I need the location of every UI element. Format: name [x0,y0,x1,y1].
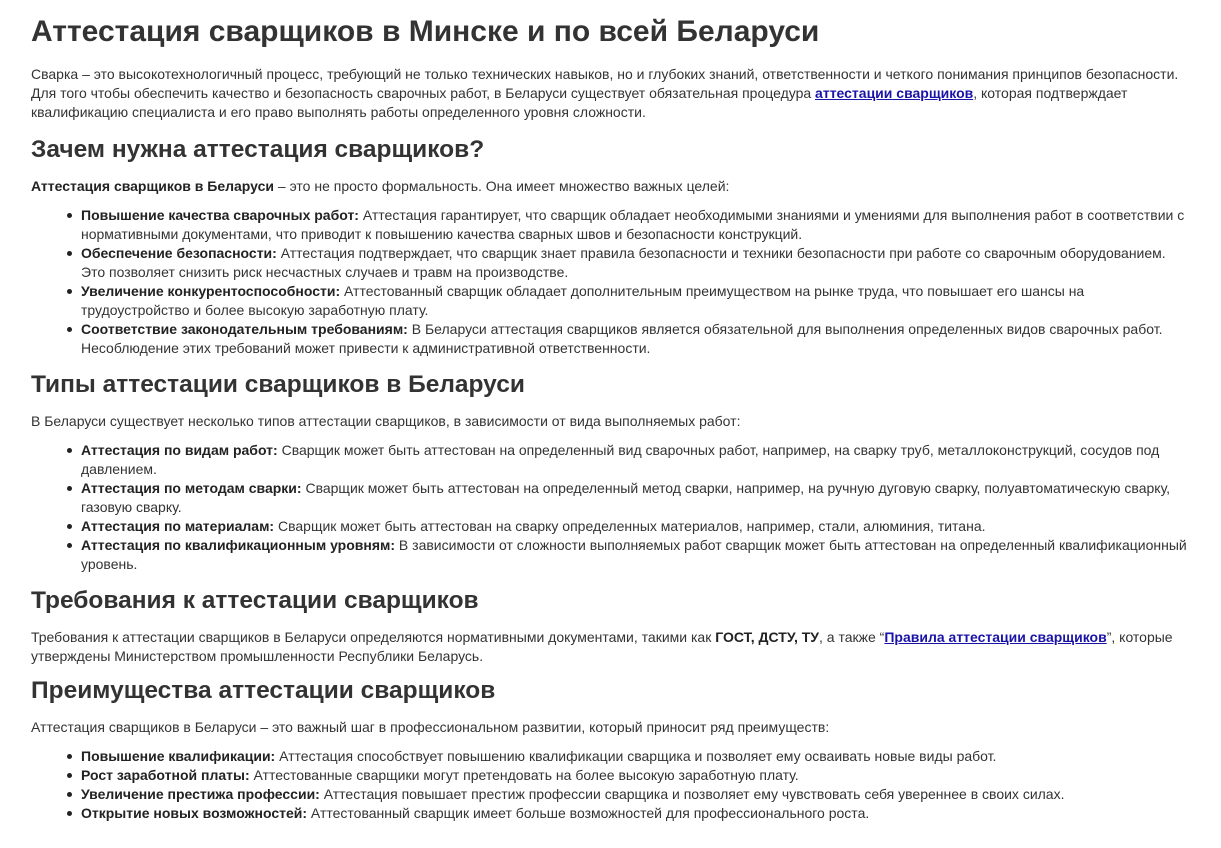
benefits-list [31,747,1193,823]
list-item-text: Сварщик может быть аттестован на сварку определенных материалов, например, стали, алюминия, титана. [274,518,986,534]
list-item-text: Сварщик может быть аттестован на определенный вид сварочных работ, например, на сварку труб, металлоконструкций, сосудов под давлением. [81,442,1160,477]
list-item-text: Аттестация подтверждает, что сварщик знает правила безопасности и техники безопасности при работе со сварочным оборудованием. Это позволяет снизить риск несчастных случаев и травм на производстве. [81,245,1166,280]
requirements-text-after: ”, которые утверждены Министерством промышленности Республики Беларусь. [31,629,1173,664]
why-lead-bold: Аттестация сварщиков в Беларуси [31,178,274,194]
requirements-paragraph [31,628,1193,666]
list-item-title: Повышение качества сварочных работ: [81,207,359,223]
list-item [81,517,1193,536]
list-item-text: Аттестованный сварщик обладает дополнительным преимуществом на рынке труда, что повышает его шансы на трудоустройство и более высокую заработную плату. [81,283,1085,318]
list-item [81,320,1193,358]
requirements-text-before: Требования к аттестации сварщиков в Беларуси определяются нормативными документами, такими как [31,629,716,645]
attestation-link[interactable]: аттестации сварщиков [815,85,974,101]
rules-link[interactable]: Правила аттестации сварщиков [884,629,1107,645]
list-item-title: Увеличение престижа профессии: [81,786,320,802]
list-item [81,766,1193,785]
list-item-title: Повышение квалификации: [81,748,276,764]
benefits-lead-paragraph: Аттестация сварщиков в Беларуси – это важный шаг в профессиональном развитии, который приносит ряд преимуществ: [31,719,830,735]
list-item [81,536,1193,574]
list-item [81,479,1193,517]
list-item [81,785,1193,804]
list-item-text: Аттестация гарантирует, что сварщик обладает необходимыми знаниями и умениями для выполнения работ в соответствии с нормативными документами, что приводит к повышению качества сварных швов и безопасности конструкций. [81,207,1185,242]
list-item [81,206,1193,244]
list-item-text: В зависимости от сложности выполняемых работ сварщик может быть аттестован на определенный квалификационный уровень. [81,537,1187,572]
list-item-text: Аттестация повышает престиж профессии сварщика и позволяет ему чувствовать себя увереннее в своих силах. [319,786,1065,802]
requirements-text-mid: , а также “ [819,629,885,645]
list-item-title: Аттестация по квалификационным уровням: [81,537,396,553]
section-heading-why: Зачем нужна аттестация сварщиков? [31,136,485,163]
section-heading-requirements: Требования к аттестации сварщиков [31,587,479,614]
why-lead-rest: – это не просто формальность. Она имеет множество важных целей: [274,178,730,194]
requirements-standards-bold: ГОСТ, ДСТУ, ТУ [715,629,820,645]
intro-paragraph [31,65,1193,122]
section-heading-benefits: Преимущества аттестации сварщиков [31,677,496,704]
page-title: Аттестация сварщиков в Минске и по всей Беларуси [31,15,820,48]
list-item-title: Аттестация по материалам: [81,518,275,534]
list-item-text: Сварщик может быть аттестован на определенный метод сварки, например, на ручную дуговую сварку, полуавтоматическую сварку, газовую сварку. [81,480,1171,515]
types-lead-paragraph: В Беларуси существует несколько типов аттестации сварщиков, в зависимости от вида выполняемых работ: [31,413,741,429]
intro-text-after: , которая подтверждает квалификацию специалиста и его право выполнять работы определенного уровня сложности. [31,85,1128,120]
list-item-text: Аттестация способствует повышению квалификации сварщика и позволяет ему осваивать новые виды работ. [275,748,997,764]
why-lead-paragraph [31,177,1193,196]
list-item-title: Обеспечение безопасности: [81,245,277,261]
list-item [81,747,1193,766]
why-list [31,206,1193,358]
list-item-text: Аттестованный сварщик имеет больше возможностей для профессионального роста. [307,805,870,821]
list-item [81,282,1193,320]
list-item-title: Аттестация по видам работ: [81,442,278,458]
list-item-text: В Беларуси аттестация сварщиков является обязательной для выполнения определенных видов сварочных работ. Несоблюдение этих требований может привести к административной ответственности. [81,321,1163,356]
types-list [31,441,1193,574]
list-item-title: Рост заработной платы: [81,767,250,783]
section-heading-types: Типы аттестации сварщиков в Беларуси [31,371,525,398]
list-item-title: Увеличение конкурентоспособности: [81,283,341,299]
list-item [81,441,1193,479]
list-item [81,804,1193,823]
list-item-title: Открытие новых возможностей: [81,805,308,821]
list-item [81,244,1193,282]
intro-text-before: Сварка – это высокотехнологичный процесс, требующий не только технических навыков, но и глубоких знаний, ответственности и четкого понимания принципов безопасности. Для того чтобы обеспечить качество и безопасность сварочных работ, в Беларуси существует обязательная процедура [31,66,1179,101]
list-item-text: Аттестованные сварщики могут претендовать на более высокую заработную плату. [249,767,799,783]
list-item-title: Аттестация по методам сварки: [81,480,302,496]
list-item-title: Соответствие законодательным требованиям: [81,321,408,337]
